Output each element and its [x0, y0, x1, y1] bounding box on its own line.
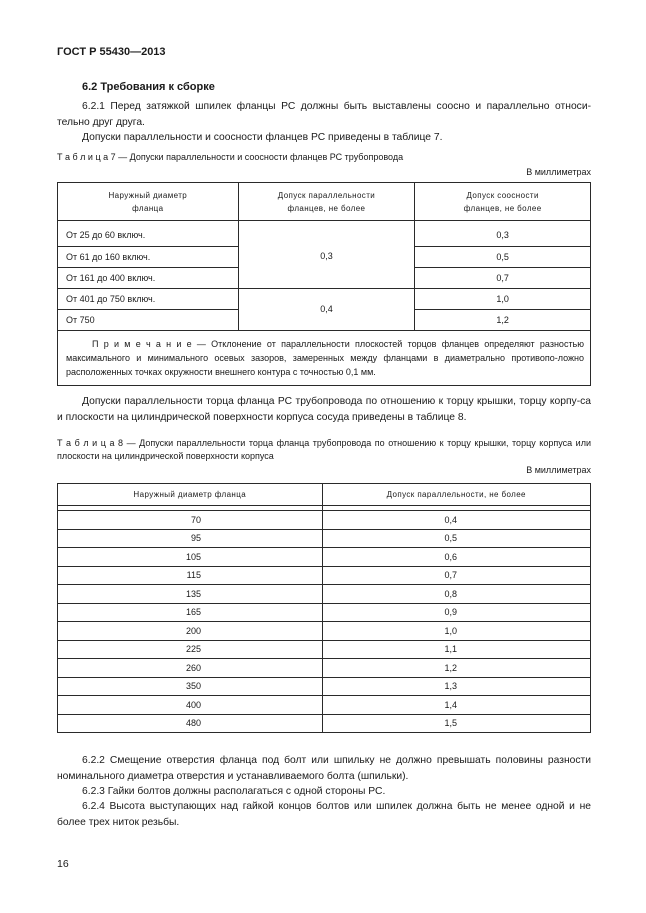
- header-text: Допуск соосности фланцев, не более: [463, 190, 542, 213]
- table-label: Т а б л и ц а: [57, 438, 115, 448]
- cell-diameter: От 25 до 60 включ.: [58, 225, 239, 246]
- cell-diameter: [58, 677, 323, 696]
- table-row: [58, 548, 591, 567]
- paragraph-text: 6.2.3 Гайки болтов должны располагаться с одной стороны РС.: [82, 786, 386, 797]
- cell-diameter: От 750: [58, 309, 239, 330]
- cell-text: 350: [185, 681, 201, 692]
- table7-caption: [57, 151, 591, 164]
- table-row: [58, 511, 591, 530]
- column-header-parallelism: [238, 183, 415, 221]
- cell-parallelism: 0,8: [322, 585, 590, 604]
- cell-diameter: [58, 511, 323, 530]
- cell-diameter: [58, 548, 323, 567]
- cell-coaxiality: 0,5: [415, 246, 591, 267]
- cell-coaxiality: 1,0: [415, 288, 591, 309]
- table7-units: В миллиметрах: [526, 167, 591, 177]
- table-row: [58, 640, 591, 659]
- paragraph-text: Допуски параллельности торца фланца РС трубопровода по отношению к торцу крышки, торцу корпу-са и плоскости на цилиндрической поверхности корпуса сосуда приведены в таблице 8.: [57, 396, 591, 423]
- table-row: [58, 529, 591, 548]
- cell-text: 260: [185, 662, 201, 673]
- note-text: — Отклонение от параллельности плоскостей торцов фланцев определяют разностью максимального и минимального осевых зазоров, замеренных между фланцами в диаметрально противопо-ложно расположенных точках окружности внешнего контура с точностью 0,1 мм.: [66, 338, 584, 377]
- table-note-row: [58, 330, 591, 385]
- cell-diameter: [58, 585, 323, 604]
- cell-text: 70: [190, 514, 201, 525]
- cell-parallelism: 1,4: [322, 696, 590, 715]
- table-row: [58, 225, 591, 246]
- cell-diameter: От 61 до 160 включ.: [58, 246, 239, 267]
- cell-parallelism: 0,6: [322, 548, 590, 567]
- cell-diameter: [58, 659, 323, 678]
- cell-text: 480: [185, 718, 201, 729]
- cell-diameter: [58, 696, 323, 715]
- cell-diameter: [58, 622, 323, 641]
- header-text: Допуск параллельности фланцев, не более: [277, 190, 376, 213]
- document-header: ГОСТ Р 55430—2013: [57, 46, 166, 58]
- cell-text: 400: [185, 699, 201, 710]
- cell-diameter: [58, 529, 323, 548]
- paragraph-table8-intro: [57, 394, 591, 425]
- column-header-parallelism: Допуск параллельности, не более: [322, 484, 590, 506]
- cell-coaxiality: 1,2: [415, 309, 591, 330]
- table7-note: [58, 330, 591, 385]
- paragraph-6-2-4: [57, 799, 591, 830]
- table-label: Т а б л и ц а: [57, 152, 109, 162]
- cell-parallelism: 0,5: [322, 529, 590, 548]
- table-row: [58, 677, 591, 696]
- cell-text: 105: [185, 551, 201, 562]
- table8-units: В миллиметрах: [526, 465, 591, 475]
- cell-diameter: [58, 640, 323, 659]
- paragraph-text: 6.2.2 Смещение отверстия фланца под болт или шпильку не должно превышать половины разности номинального диаметра отверстия и устанавливаемого болта (шпильки).: [57, 755, 591, 782]
- cell-diameter: От 401 до 750 включ.: [58, 288, 239, 309]
- paragraph-6-2-3: [57, 784, 591, 800]
- cell-parallelism: 0,4: [238, 288, 415, 330]
- section-title: 6.2 Требования к сборке: [82, 81, 215, 93]
- table8-caption: [57, 437, 591, 463]
- cell-coaxiality: 0,3: [415, 225, 591, 246]
- table8: [57, 483, 591, 733]
- table-row: [58, 714, 591, 733]
- table7: [57, 182, 591, 386]
- table-header-row: [58, 484, 591, 506]
- table-row: [58, 566, 591, 585]
- table-header-row: [58, 183, 591, 221]
- cell-diameter: [58, 566, 323, 585]
- column-header-diameter: Наружный диаметр фланца: [58, 484, 323, 506]
- cell-parallelism: 0,9: [322, 603, 590, 622]
- cell-text: 200: [185, 625, 201, 636]
- paragraph-6-2-1: [57, 99, 591, 130]
- cell-diameter: [58, 714, 323, 733]
- table-row: [58, 696, 591, 715]
- cell-parallelism: 0,4: [322, 511, 590, 530]
- paragraph-6-2-1-ref: [57, 130, 591, 146]
- cell-text: 135: [185, 588, 201, 599]
- header-text: Наружный диаметр фланца: [108, 190, 188, 213]
- cell-parallelism: 1,5: [322, 714, 590, 733]
- cell-diameter: От 161 до 400 включ.: [58, 267, 239, 288]
- note-label: П р и м е ч а н и е: [92, 338, 192, 349]
- page-number: 16: [57, 858, 69, 870]
- paragraph-text: Допуски параллельности и соосности фланцев РС приведены в таблице 7.: [82, 132, 443, 143]
- cell-text: 95: [190, 533, 201, 544]
- column-header-coaxiality: [415, 183, 591, 221]
- cell-parallelism: 1,1: [322, 640, 590, 659]
- table-caption-text: 8 — Допуски параллельности торца фланца трубопровода по отношению к торцу крышки, торцу корпуса или плоскости на цилиндрической поверхности корпуса: [57, 438, 591, 461]
- cell-coaxiality: 0,7: [415, 267, 591, 288]
- cell-parallelism: 1,2: [322, 659, 590, 678]
- table-row: [58, 659, 591, 678]
- cell-text: 115: [186, 570, 201, 581]
- cell-text: 165: [185, 607, 201, 618]
- cell-diameter: [58, 603, 323, 622]
- table-row: [58, 288, 591, 309]
- paragraph-text: 6.2.4 Высота выступающих над гайкой концов болтов или шпилек должна быть не менее одной и не более трех ниток резьбы.: [57, 801, 591, 828]
- paragraph-6-2-2: [57, 753, 591, 784]
- column-header-diameter: [58, 183, 239, 221]
- cell-parallelism: 0,3: [238, 225, 415, 288]
- table-row: [58, 603, 591, 622]
- table-row: [58, 585, 591, 604]
- cell-parallelism: 1,3: [322, 677, 590, 696]
- table-row: [58, 622, 591, 641]
- cell-text: 225: [185, 644, 201, 655]
- cell-parallelism: 0,7: [322, 566, 590, 585]
- cell-parallelism: 1,0: [322, 622, 590, 641]
- paragraph-text: 6.2.1 Перед затяжкой шпилек фланцы РС должны быть выставлены соосно и параллельно относи-тельно друг друга.: [57, 101, 591, 128]
- table-caption-text: 7 — Допуски параллельности и соосности фланцев РС трубопровода: [110, 152, 404, 162]
